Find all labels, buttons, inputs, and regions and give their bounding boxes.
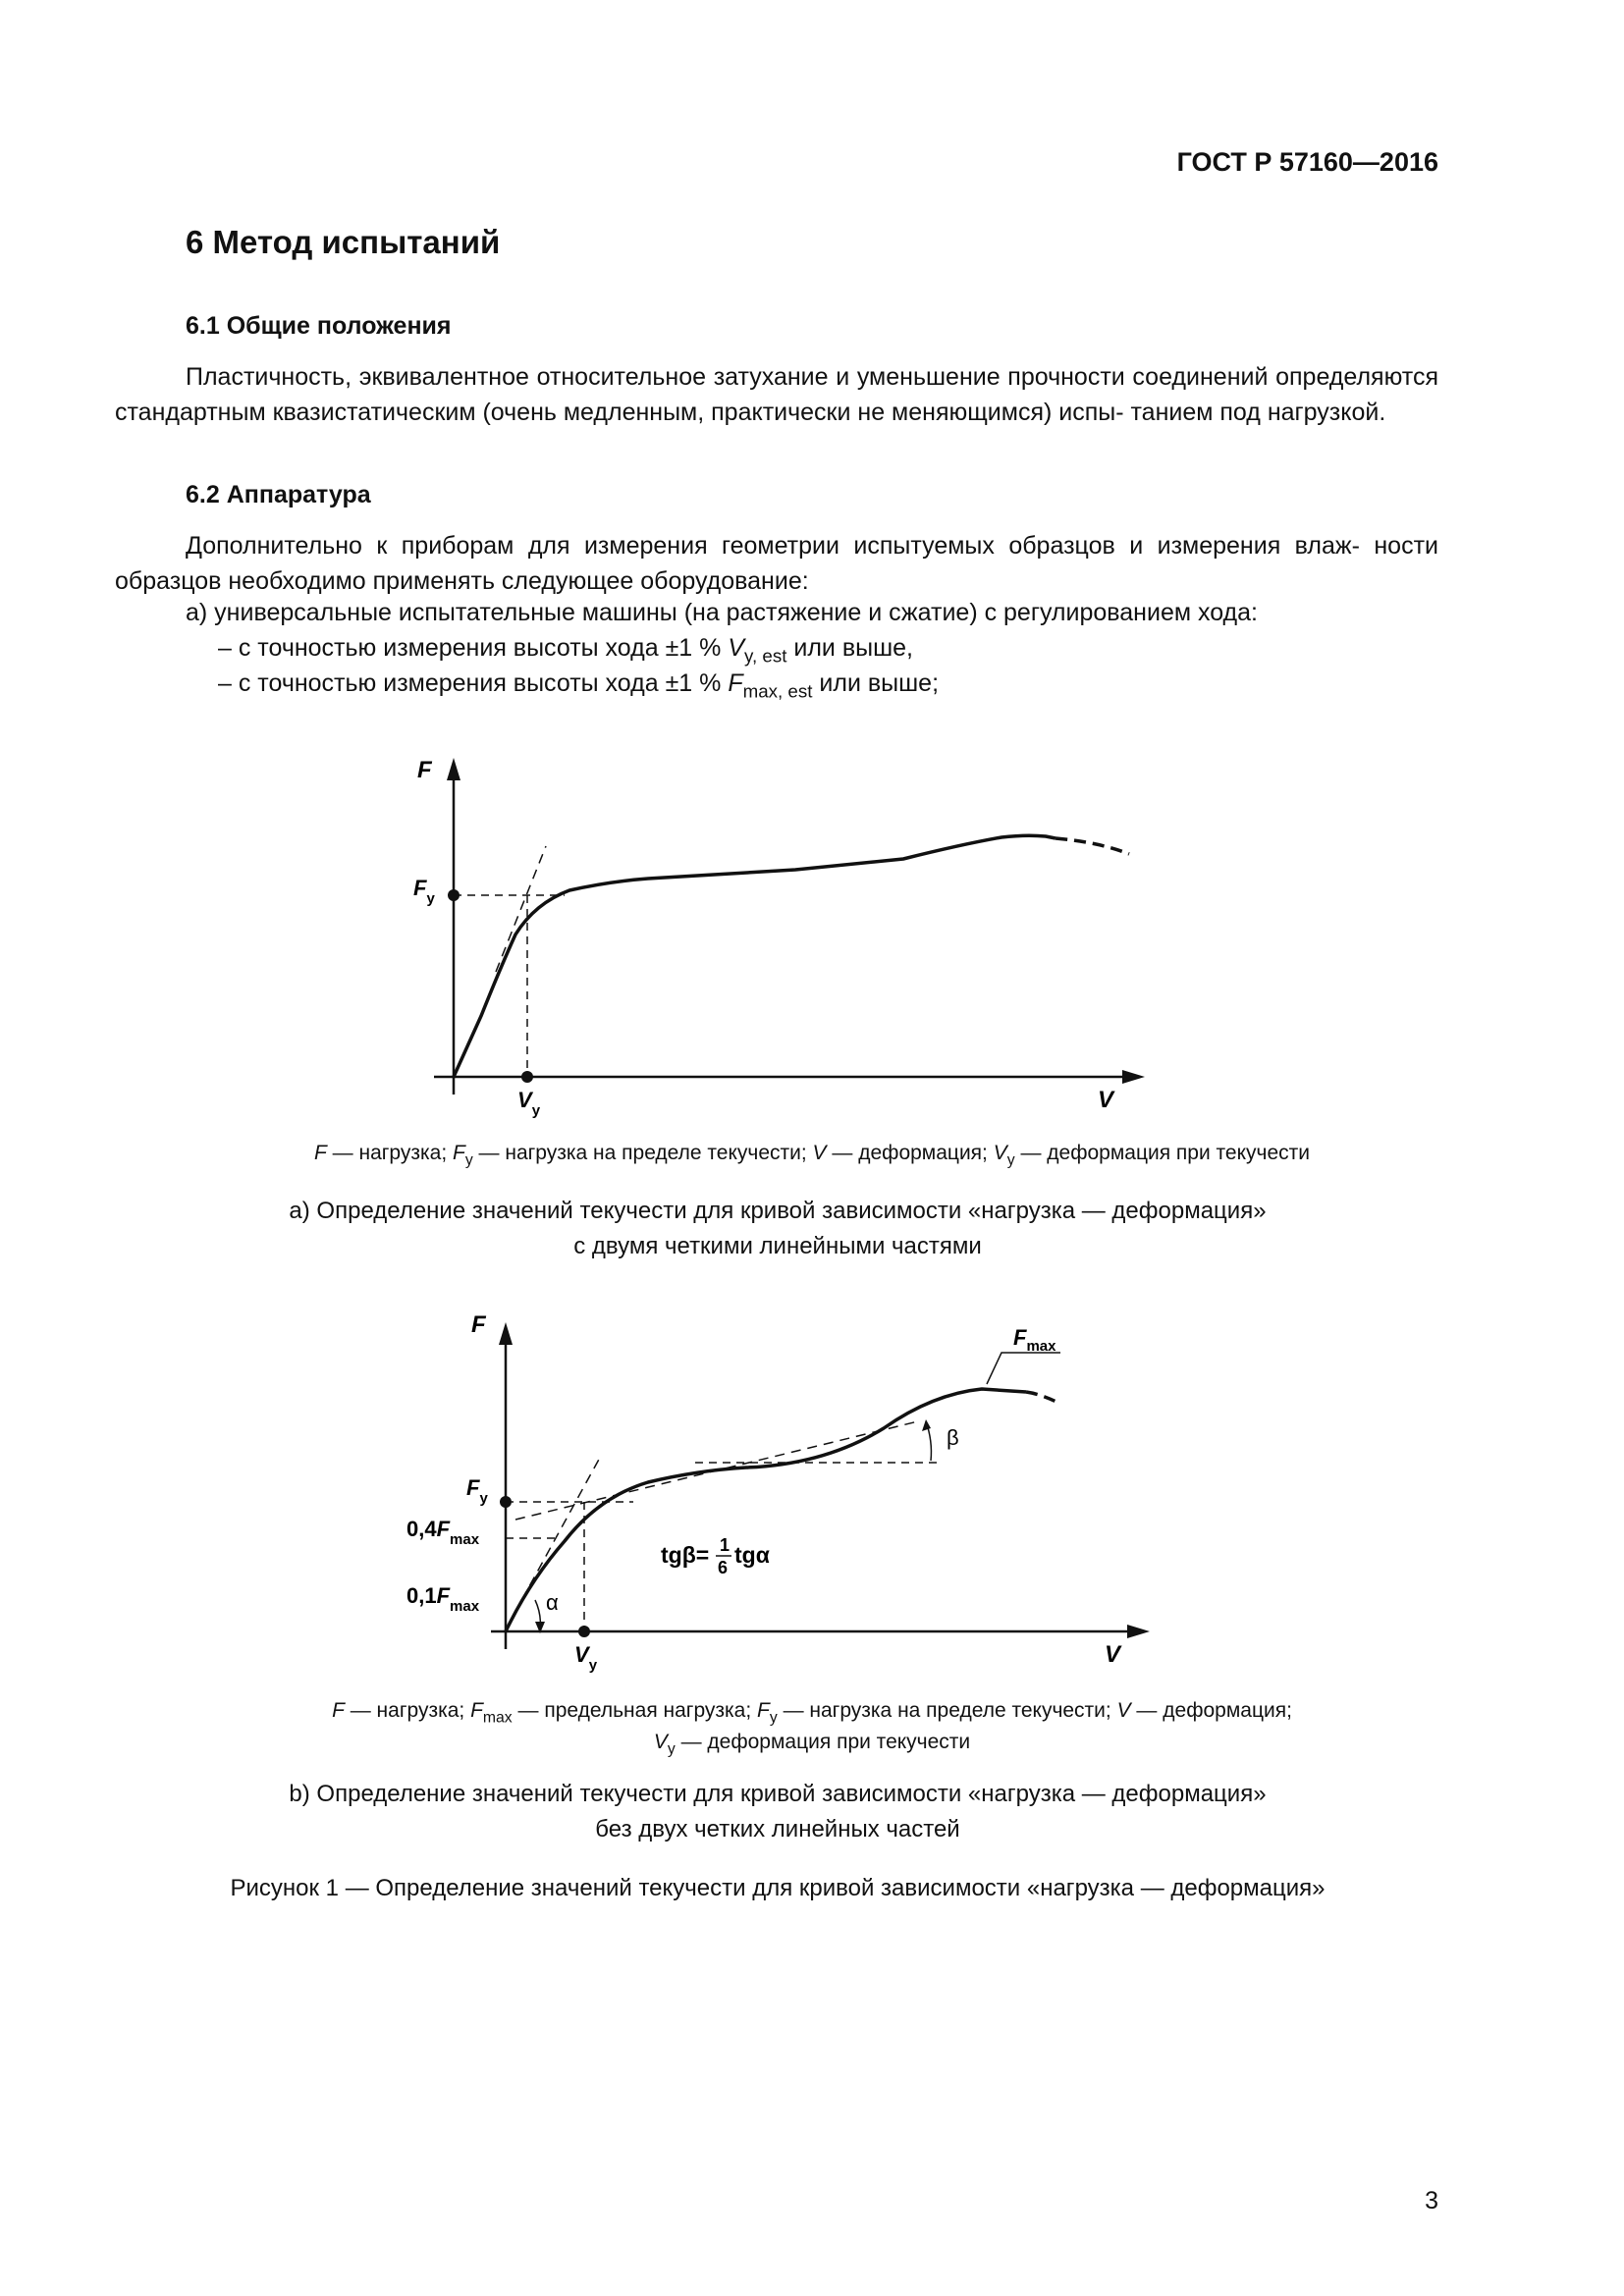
figure-b-beta-arrow [922,1419,931,1431]
document-header: ГОСТ Р 57160—2016 [1176,147,1438,177]
list-item-a: а) универсальные испытательные машины (на растяжение и сжатие) с регулированием хода: [186,599,1258,626]
figure-b-formula-rhs: tgα [734,1542,770,1568]
page-number: 3 [1425,2187,1438,2215]
paragraph-6-2: Дополнительно к приборам для измерения геометрии испытуемых образцов и измерения влаж- ности образцов необходимо применять следующее оборудование: [115,532,1438,595]
figure-b-caption-line1: b) Определение значений текучести для кривой зависимости «нагрузка — деформация» [289,1781,1267,1807]
figure-b-caption-line2: без двух четких линейных частей [595,1816,960,1842]
figure-title: Рисунок 1 — Определение значений текучести для кривой зависимости «нагрузка — деформация» [230,1875,1326,1901]
figure-b-beta-label: β [947,1425,959,1450]
figure-a-fy-point [448,889,460,901]
figure-a-caption-line1: а) Определение значений текучести для кривой зависимости «нагрузка — деформация» [289,1198,1267,1224]
figure-a-y-arrow [447,758,460,780]
list-dash-item-1: – с точностью измерения высоты хода ±1 % $V_{y, est}$ или выше, [218,634,913,667]
figure-a-x-label: V [1098,1087,1114,1113]
figure-a-legend: F — нагрузка; $F_y$ — нагрузка на пределе текучести; V — деформация; $V_y$ — деформация при текучести [313,1142,1310,1169]
figure-a-vy-label: $V_y$ [517,1088,541,1119]
figure-b-vy-point [578,1626,590,1637]
figure-b-chart [0,1276,1624,1688]
figure-b-01fmax-label: $0,1F_{max}$ [406,1583,480,1615]
figure-b-legend-line2: $V_y$ — деформация при текучести [653,1731,971,1758]
figure-a-y-label: F [417,757,432,783]
figure-b-fy-point [500,1496,512,1508]
figure-a-x-arrow [1122,1070,1145,1084]
paragraph-6-1: Пластичность, эквивалентное относительное затухание и уменьшение прочности соединений определяются стандартным квазистатическим (очень медленным, практически не меняющимся) испы- танием под нагрузкой. [115,363,1438,426]
figure-b-vy-label: $V_y$ [574,1642,598,1674]
figure-b-alpha-label: α [546,1590,559,1615]
figure-a-curve-dashed [1056,838,1129,854]
section-title: 6 Метод испытаний [186,224,501,260]
figure-b-legend-line1: F — нагрузка; $F_{max}$ — предельная нагрузка; $F_y$ — нагрузка на пределе текучести; V — деформация; [332,1699,1292,1727]
figure-b-curve-dashed [1026,1392,1060,1404]
figure-b-fmax-label: $F_{max}$ [1013,1325,1056,1355]
figure-b-y-arrow [499,1322,513,1345]
figure-b-fmax-pointer [987,1353,1060,1384]
figure-b-formula-den: 6 [718,1558,729,1577]
list-dash-item-2: – с точностью измерения высоты хода ±1 % $F_{max, est}$ или выше; [218,669,940,702]
figure-b-formula-lhs: tgβ= [661,1542,710,1568]
figure-b-04fmax-label: $0,4F_{max}$ [406,1517,480,1548]
figure-a-vy-point [521,1071,533,1083]
figure-b-y-label: F [471,1311,486,1338]
figure-a-fy-label: $F_y$ [413,876,435,907]
figure-b-x-arrow [1127,1625,1150,1638]
figure-b-formula-num: 1 [720,1535,731,1555]
figure-b-x-label: V [1105,1641,1121,1668]
figure-b-fy-label: $F_y$ [466,1475,488,1507]
figure-a-curve [454,835,1056,1077]
subsection-title-6-1: 6.1 Общие положения [186,312,452,340]
subsection-title-6-2: 6.2 Аппаратура [186,481,371,508]
figure-a-caption-line2: с двумя четкими линейными частями [573,1233,982,1259]
